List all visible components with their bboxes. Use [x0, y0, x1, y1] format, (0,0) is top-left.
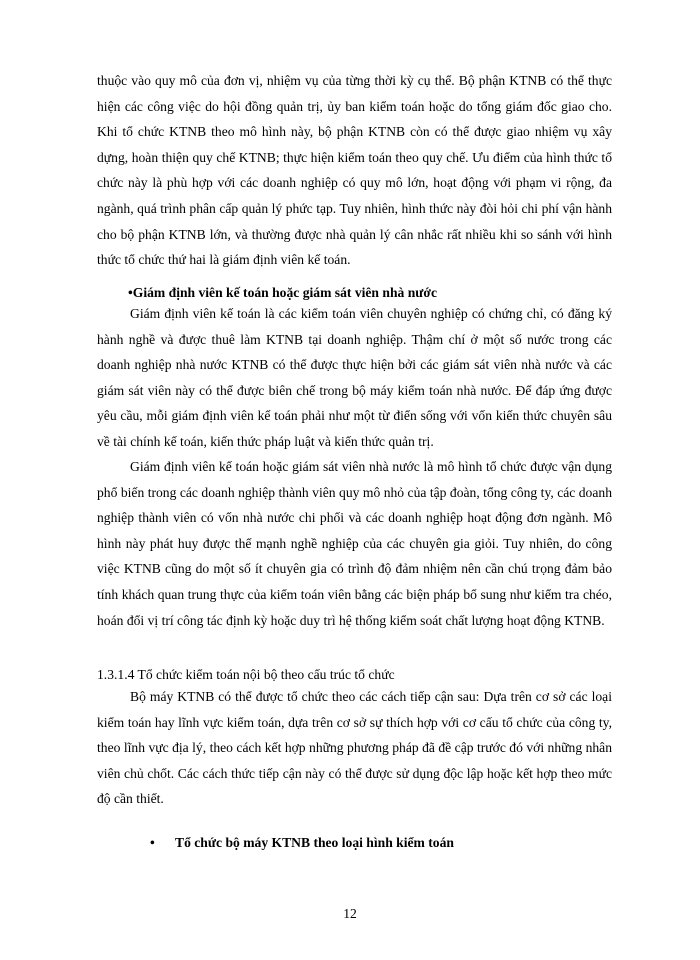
paragraph-intro: thuộc vào quy mô của đơn vị, nhiệm vụ của từng thời kỳ cụ thể. Bộ phận KTNB có thể thực hiện các công việc do hội đồng quản trị, ủy ban kiểm toán hoặc do tổng giám đốc giao cho. Khi tổ chức KTNB theo mô hình này, bộ phận KTNB còn có thể được giao nhiệm vụ xây dựng, hoàn thiện quy chế KTNB; thực hiện kiểm toán theo quy chế. Ưu điểm của hình thức tổ chức này là phù hợp với các doanh nghiệp có quy mô lớn, hoạt động với phạm vi rộng, đa ngành, quá trình phân cấp quản lý phức tạp. Tuy nhiên, hình thức này đòi hỏi chi phí vận hành cho bộ phận KTNB lớn, và thường được nhà quản lý cân nhắc rất nhiều khi so sánh với hình thức tổ chức thứ hai là giám định viên kế toán. — [97, 73, 612, 268]
section-heading: 1.3.1.4 Tổ chức kiểm toán nội bộ theo cấu trúc tổ chức — [97, 667, 395, 682]
heading-audit-type-label: Tổ chức bộ máy KTNB theo loại hình kiểm toán — [175, 835, 454, 850]
paragraph-approaches: Bộ máy KTNB có thể được tổ chức theo các cách tiếp cận sau: Dựa trên cơ sở các loại kiểm toán hay lĩnh vực kiểm toán, dựa trên cơ sở sự thích hợp với cơ cấu tổ chức của công ty, theo lĩnh vực địa lý, theo cách kết hợp những phương pháp đã đề cập trước đó với những nhân viên chủ chốt. Các cách thức tiếp cận này có thể được sử dụng độc lập hoặc kết hợp theo mức độ cần thiết. — [97, 689, 612, 807]
paragraph-inspector-model: Giám định viên kế toán hoặc giám sát viên nhà nước là mô hình tổ chức được vận dụng phổ biến trong các doanh nghiệp thành viên quy mô nhỏ của tập đoàn, tổng công ty, các doanh nghiệp thành viên có vốn nhà nước chi phối và các doanh nghiệp hoạt động đơn ngành. Mô hình này phát huy được thế mạnh nghề nghiệp của các chuyên gia giỏi. Tuy nhiên, do công việc KTNB cũng do một số ít chuyên gia có trình độ đảm nhiệm nên cần chú trọng đảm bảo tính khách quan trung thực của kiểm toán viên bằng các biện pháp bổ sung như kiểm tra chéo, hoán đổi vị trí công tác định kỳ hoặc duy trì hệ thống kiểm soát chất lượng hoạt động KTNB. — [97, 459, 612, 628]
heading-accounting-inspector: •Giám định viên kế toán hoặc giám sát viên nhà nước — [128, 285, 437, 300]
paragraph-inspector-definition: Giám định viên kế toán là các kiểm toán viên chuyên nghiệp có chứng chỉ, có đăng ký hành nghề và được thuê làm KTNB tại doanh nghiệp. Thậm chí ở một số nước trong các doanh nghiệp nhà nước KTNB có thể được thực hiện bởi các giám sát viên nhà nước và các giám sát viên này có thể được biên chế trong bộ máy kiểm toán nhà nước. Để đáp ứng được yêu cầu, mỗi giám định viên kế toán phải như một từ điển sống với vốn kiến thức chuyên sâu về tài chính kế toán, kiến thức pháp luật và kiến thức quản trị. — [97, 306, 612, 449]
heading-audit-type — [150, 832, 454, 854]
page-number: 12 — [343, 906, 357, 921]
bullet-icon: • — [150, 835, 155, 850]
